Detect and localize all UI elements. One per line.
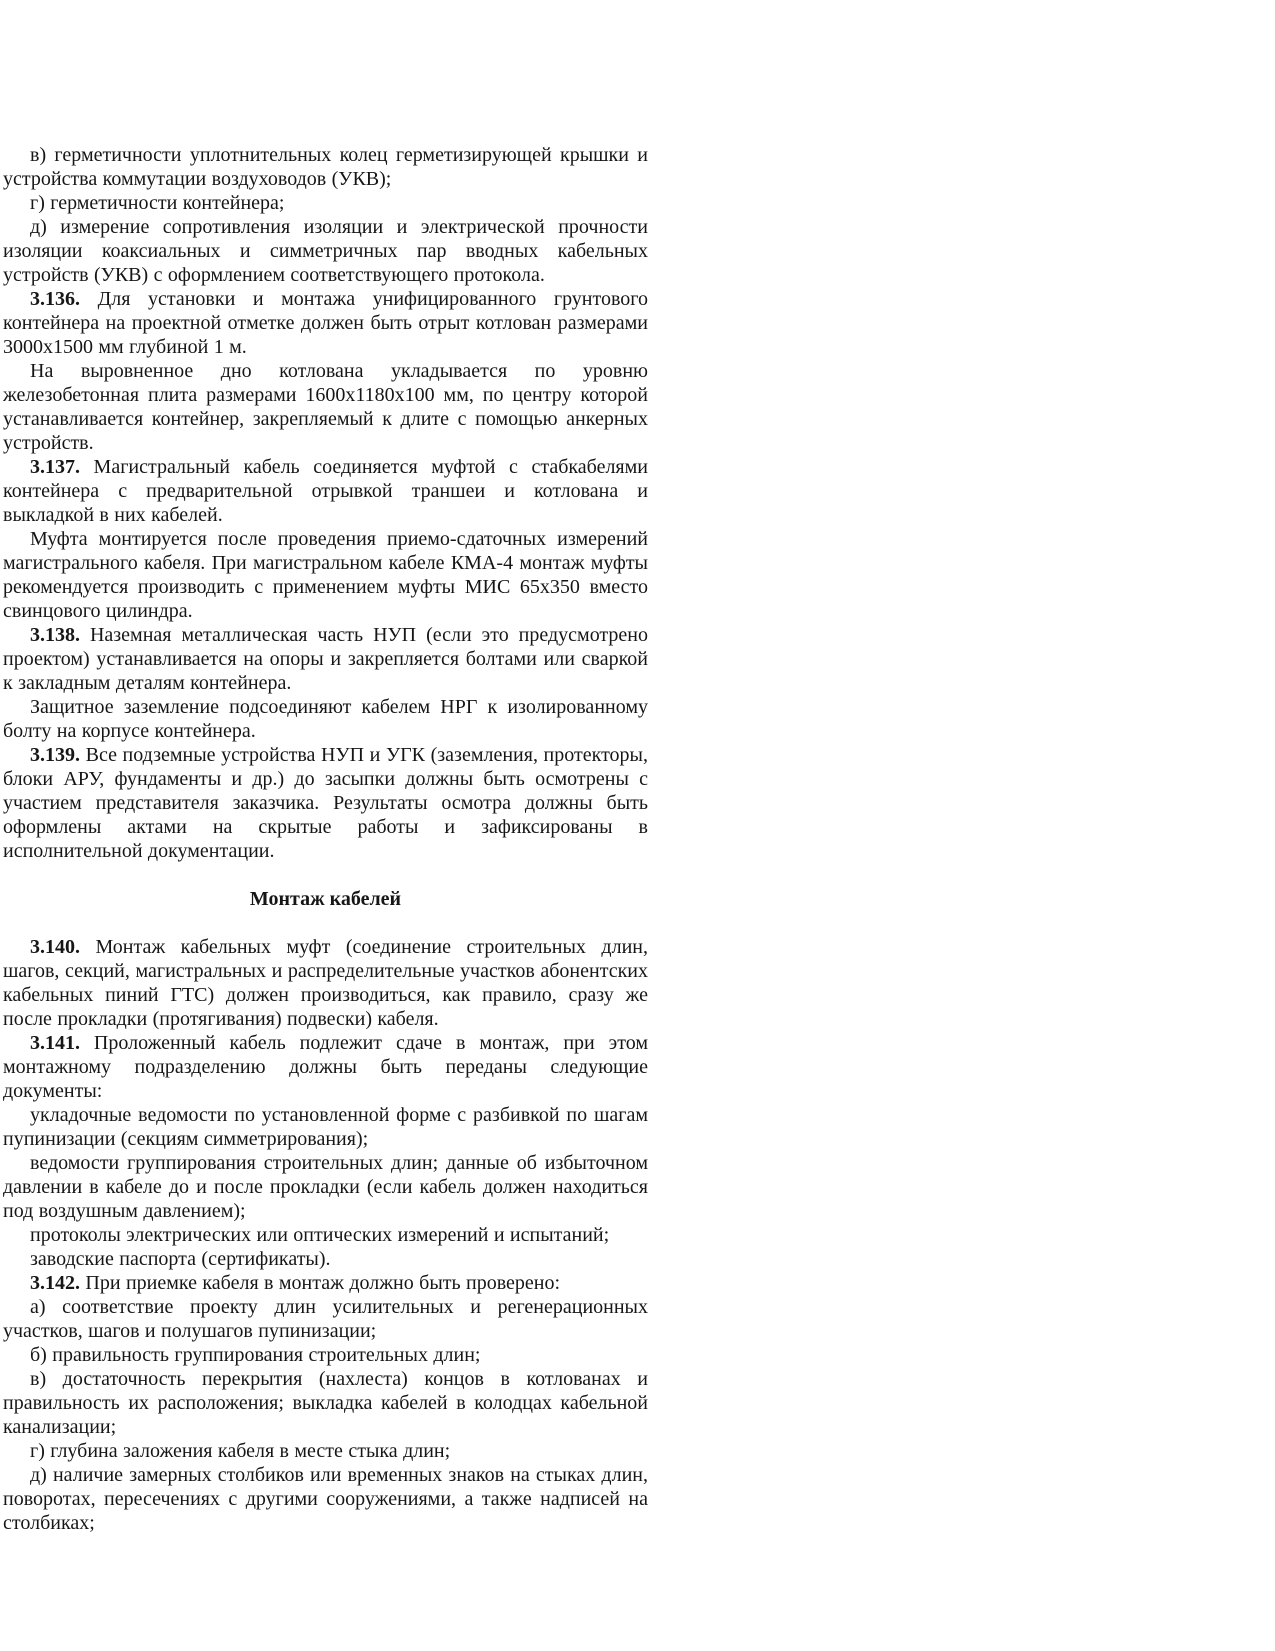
- paragraph: [3, 455, 648, 527]
- paragraph: [3, 287, 648, 359]
- paragraph: [3, 1271, 648, 1295]
- clause-number: 3.138.: [30, 624, 80, 646]
- clause-number: 3.142.: [30, 1272, 80, 1294]
- paragraph: [3, 1151, 648, 1223]
- paragraph: [3, 695, 648, 743]
- paragraph-text: Наземная металлическая часть НУП (если это предусмотрено проектом) устанавливается на опоры и закрепляется болтами или сваркой к закладным деталям контейнера.: [3, 624, 648, 694]
- paragraph-text: Муфта монтируется после проведения приемо-сдаточных измерений магистрального кабеля. При магистральном кабеле КМА-4 монтаж муфты рекомендуется производить с применением муфты МИС 65х350 вместо свинцового цилиндра.: [3, 528, 648, 622]
- paragraph-text: г) глубина заложения кабеля в месте стыка длин;: [30, 1440, 451, 1462]
- paragraph-text: Монтаж кабельных муфт (соединение строительных длин, шагов, секций, магистральных и распределительные участков абонентских кабельных пиний ГТС) должен производиться, как правило, сразу же после прокладки (протягивания) подвески) кабеля.: [3, 936, 648, 1030]
- paragraph: [3, 215, 648, 287]
- text-column: [3, 143, 648, 1535]
- paragraph-text: д) измерение сопротивления изоляции и электрической прочности изоляции коаксиальных и симметричных пар вводных кабельных устройств (УКВ) с оформлением соответствующего протокола.: [3, 216, 648, 286]
- paragraph: [3, 191, 648, 215]
- paragraph: [3, 935, 648, 1031]
- paragraph-text: д) наличие замерных столбиков или временных знаков на стыках длин, поворотах, пересечениях с другими сооружениями, а также надписей на столбиках;: [3, 1464, 648, 1534]
- section-heading: Монтаж кабелей: [249, 888, 402, 910]
- paragraph-text: укладочные ведомости по установленной форме с разбивкой по шагам пупинизации (секциям симметрирования);: [3, 1104, 648, 1150]
- paragraph-text: При приемке кабеля в монтаж должно быть проверено:: [80, 1272, 561, 1294]
- paragraph-text: Все подземные устройства НУП и УГК (заземления, протекторы, блоки АРУ, фундаменты и др.) до засыпки должны быть осмотрены с участием представителя заказчика. Результаты осмотра должны быть оформлены актами на скрытые работы и зафиксированы в исполнительной документации.: [3, 744, 648, 862]
- paragraph: [3, 1247, 648, 1271]
- paragraph-text: Защитное заземление подсоединяют кабелем НРГ к изолированному болту на корпусе контейнера.: [3, 696, 648, 742]
- paragraph: [3, 1343, 648, 1367]
- paragraph-text: г) герметичности контейнера;: [30, 192, 285, 214]
- paragraph-text: в) достаточность перекрытия (нахлеста) концов в котлованах и правильность их расположения; выкладка кабелей в колодцах кабельной канализации;: [3, 1368, 648, 1438]
- paragraph-text: Магистральный кабель соединяется муфтой с стабкабелями контейнера с предварительной отрывкой траншеи и котлована и выкладкой в них кабелей.: [3, 456, 648, 526]
- paragraph: [3, 1367, 648, 1439]
- paragraph-text: протоколы электрических или оптических измерений и испытаний;: [30, 1224, 610, 1246]
- paragraph: [3, 1439, 648, 1463]
- paragraph: [3, 1223, 648, 1247]
- paragraph-text: а) соответствие проекту длин усилительных и регенерационных участков, шагов и полушагов пупинизации;: [3, 1296, 648, 1342]
- paragraph: [3, 1295, 648, 1343]
- paragraph-text: Проложенный кабель подлежит сдаче в монтаж, при этом монтажному подразделению должны быть переданы следующие документы:: [3, 1032, 648, 1102]
- clause-number: 3.141.: [30, 1032, 80, 1054]
- paragraph-text: заводские паспорта (сертификаты).: [30, 1248, 331, 1270]
- paragraph-text: б) правильность группирования строительных длин;: [30, 1344, 481, 1366]
- paragraph: [3, 527, 648, 623]
- paragraph-text: ведомости группирования строительных длин; данные об избыточном давлении в кабеле до и после прокладки (если кабель должен находиться под воздушным давлением);: [3, 1152, 648, 1222]
- paragraph: [3, 623, 648, 695]
- paragraph: [3, 1463, 648, 1535]
- paragraph-text: в) герметичности уплотнительных колец герметизирующей крышки и устройства коммутации воздуховодов (УКВ);: [3, 144, 648, 190]
- paragraph: [3, 143, 648, 191]
- clause-number: 3.136.: [30, 288, 80, 310]
- paragraph-text: На выровненное дно котлована укладывается по уровню железобетонная плита размерами 1600х1180х100 мм, по центру которой устанавливается контейнер, закрепляемый к длите с помощью анкерных устройств.: [3, 360, 648, 454]
- clause-number: 3.139.: [30, 744, 80, 766]
- paragraph: [3, 743, 648, 863]
- clause-number: 3.137.: [30, 456, 80, 478]
- clause-number: 3.140.: [30, 936, 80, 958]
- paragraph: [3, 1103, 648, 1151]
- paragraph: [3, 1031, 648, 1103]
- paragraph: [3, 359, 648, 455]
- paragraph-text: Для установки и монтажа унифицированного грунтового контейнера на проектной отметке должен быть отрыт котлован размерами 3000х1500 мм глубиной 1 м.: [3, 288, 648, 358]
